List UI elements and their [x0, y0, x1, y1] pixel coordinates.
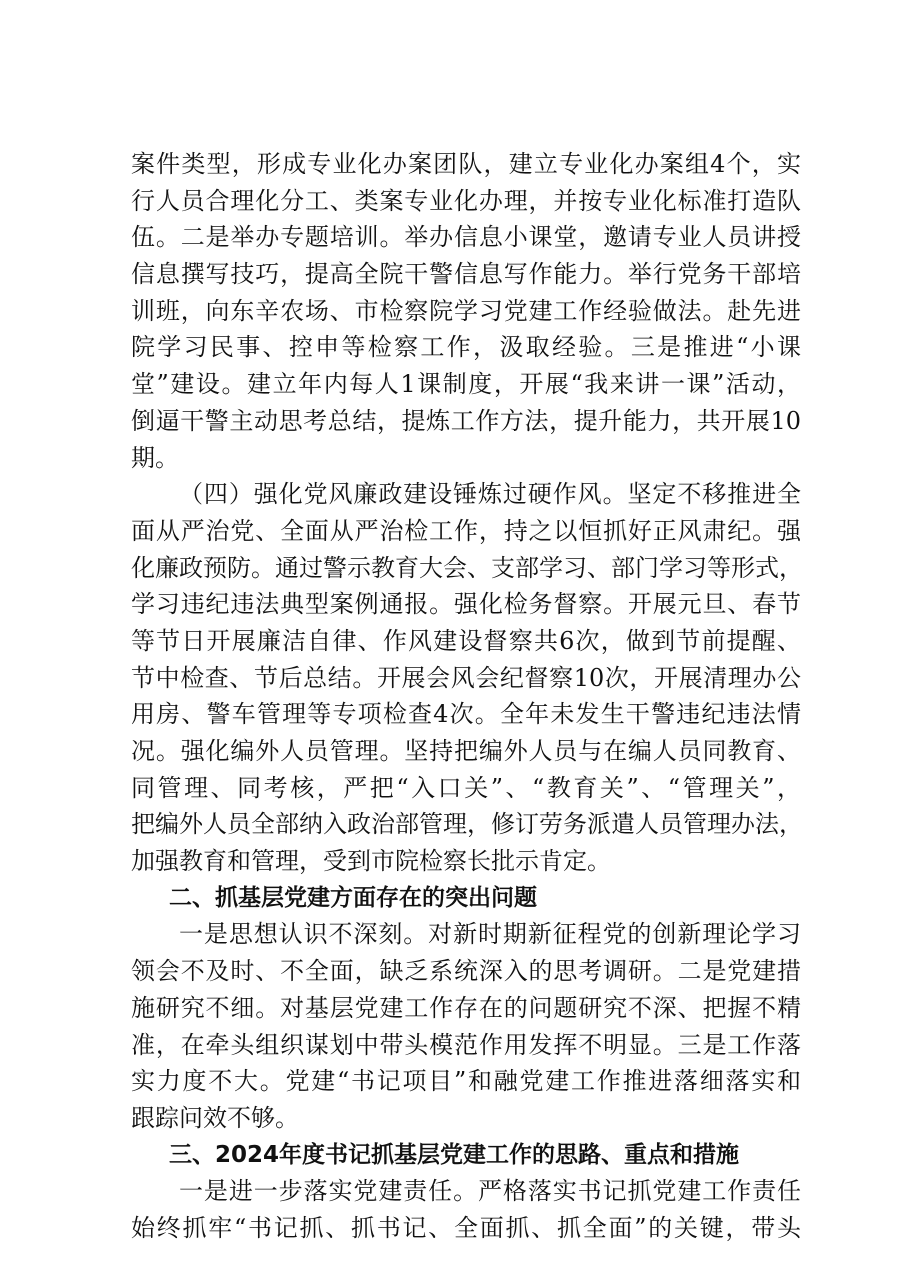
text-line: 信息撰写技巧，提高全院干警信息写作能力。举行党务干部培 [131, 260, 801, 289]
text-line: （四）强化党风廉政建设锤炼过硬作风。坚定不移推进全 [179, 480, 801, 509]
paragraph-party-conduct [131, 476, 801, 880]
text-line: 始终抓牢“书记抓、抓书记、全面抓、抓全面”的关键，带头 [131, 1213, 801, 1242]
text-line: 一是进一步落实党建责任。严格落实书记抓党建工作责任 [179, 1177, 801, 1206]
text-line: 一是思想认识不深刻。对新时期新征程党的创新理论学习 [179, 920, 801, 949]
paragraph-continuation [131, 146, 801, 476]
paragraph-plans [131, 1173, 801, 1246]
text-line: 倒逼干警主动思考总结，提炼工作方法，提升能力，共开展10 [131, 406, 801, 435]
text-line: 加强教育和管理，受到市院检察长批示肯定。 [131, 847, 611, 876]
text-line: 行人员合理化分工、类案专业化办理，并按专业化标准打造队 [131, 186, 801, 215]
text-line: 案件类型，形成专业化办案团队，建立专业化办案组4个，实 [131, 150, 801, 178]
text-line: 准，在牵头组织谋划中带头模范作用发挥不明显。三是工作落 [131, 1030, 801, 1059]
text-line: 同管理、同考核，严把“入口关”、“教育关”、“管理关”， [131, 773, 801, 802]
text-line: 用房、警车管理等专项检查4次。全年未发生干警违纪违法情 [131, 700, 801, 729]
text-line: 况。强化编外人员管理。坚持把编外人员与在编人员同教育、 [131, 737, 801, 765]
paragraph-problems [131, 916, 801, 1136]
text-line: 实力度不大。党建“书记项目”和融党建工作推进落细落实和 [131, 1067, 801, 1096]
text-line: 院学习民事、控申等检察工作，汲取经验。三是推进“小课 [131, 333, 801, 362]
text-line: 训班，向东辛农场、市检察院学习党建工作经验做法。赴先进 [131, 296, 801, 325]
text-line: 跟踪问效不够。 [131, 1103, 299, 1132]
text-line: 伍。二是举办专题培训。举办信息小课堂，邀请专业人员讲授 [131, 223, 801, 252]
text-line: 期。 [131, 443, 179, 472]
text-line: 化廉政预防。通过警示教育大会、支部学习、部门学习等形式， [131, 553, 803, 582]
text-line: 堂”建设。建立年内每人1课制度，开展“我来讲一课”活动， [131, 370, 801, 399]
text-line: 等节日开展廉洁自律、作风建设督察共6次，做到节前提醒、 [131, 626, 801, 655]
text-line: 把编外人员全部纳入政治部管理，修订劳务派遣人员管理办法， [131, 810, 803, 839]
section-heading: 三、2024年度书记抓基层党建工作的思路、重点和措施 [169, 1141, 740, 1168]
text-line: 施研究不细。对基层党建工作存在的问题研究不深、把握不精 [131, 993, 801, 1022]
text-line: 领会不及时、不全面，缺乏系统深入的思考调研。二是党建措 [131, 957, 801, 986]
section-heading: 二、抓基层党建方面存在的突出问题 [169, 884, 537, 911]
text-line: 面从严治党、全面从严治检工作，持之以恒抓好正风肃纪。强 [131, 516, 801, 545]
document-body [131, 146, 801, 1247]
text-line: 节中检查、节后总结。开展会风会纪督察10次，开展清理办公 [131, 663, 801, 692]
text-line: 学习违纪违法典型案例通报。强化检务督察。开展元旦、春节 [131, 590, 801, 619]
